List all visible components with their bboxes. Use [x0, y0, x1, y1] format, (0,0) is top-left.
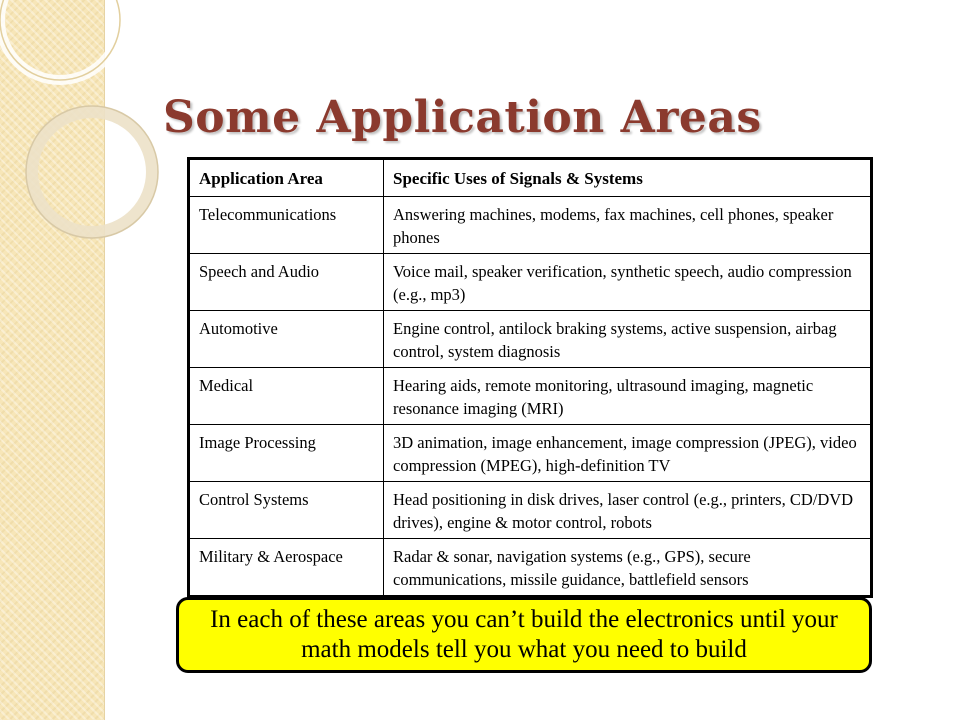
specific-uses-cell: Head positioning in disk drives, laser control (e.g., printers, CD/DVD drives), engine & motor control, robots: [384, 482, 872, 539]
application-area-cell: Automotive: [189, 311, 384, 368]
column-header-specific-uses: Specific Uses of Signals & Systems: [384, 159, 872, 197]
table-row: [189, 197, 872, 254]
specific-uses-cell: Hearing aids, remote monitoring, ultrasound imaging, magnetic resonance imaging (MRI): [384, 368, 872, 425]
application-area-cell: Control Systems: [189, 482, 384, 539]
table-row: [189, 254, 872, 311]
table-row: [189, 311, 872, 368]
specific-uses-cell: Answering machines, modems, fax machines, cell phones, speaker phones: [384, 197, 872, 254]
table-row: [189, 368, 872, 425]
table-row: [189, 425, 872, 482]
application-area-cell: Medical: [189, 368, 384, 425]
specific-uses-cell: Voice mail, speaker verification, synthetic speech, audio compression (e.g., mp3): [384, 254, 872, 311]
column-header-application-area: Application Area: [189, 159, 384, 197]
callout-box: In each of these areas you can’t build the electronics until your math models tell you what you need to build: [176, 597, 872, 673]
specific-uses-cell: 3D animation, image enhancement, image compression (JPEG), video compression (MPEG), high-definition TV: [384, 425, 872, 482]
table-row: [189, 539, 872, 597]
application-area-cell: Military & Aerospace: [189, 539, 384, 597]
application-areas-table: [187, 157, 873, 598]
specific-uses-cell: Radar & sonar, navigation systems (e.g., GPS), secure communications, missile guidance, battlefield sensors: [384, 539, 872, 597]
application-area-cell: Image Processing: [189, 425, 384, 482]
table-header-row: [189, 159, 872, 197]
table-row: [189, 482, 872, 539]
application-area-cell: Speech and Audio: [189, 254, 384, 311]
application-area-cell: Telecommunications: [189, 197, 384, 254]
slide-title: Some Application Areas: [163, 92, 762, 143]
specific-uses-cell: Engine control, antilock braking systems, active suspension, airbag control, system diagnosis: [384, 311, 872, 368]
